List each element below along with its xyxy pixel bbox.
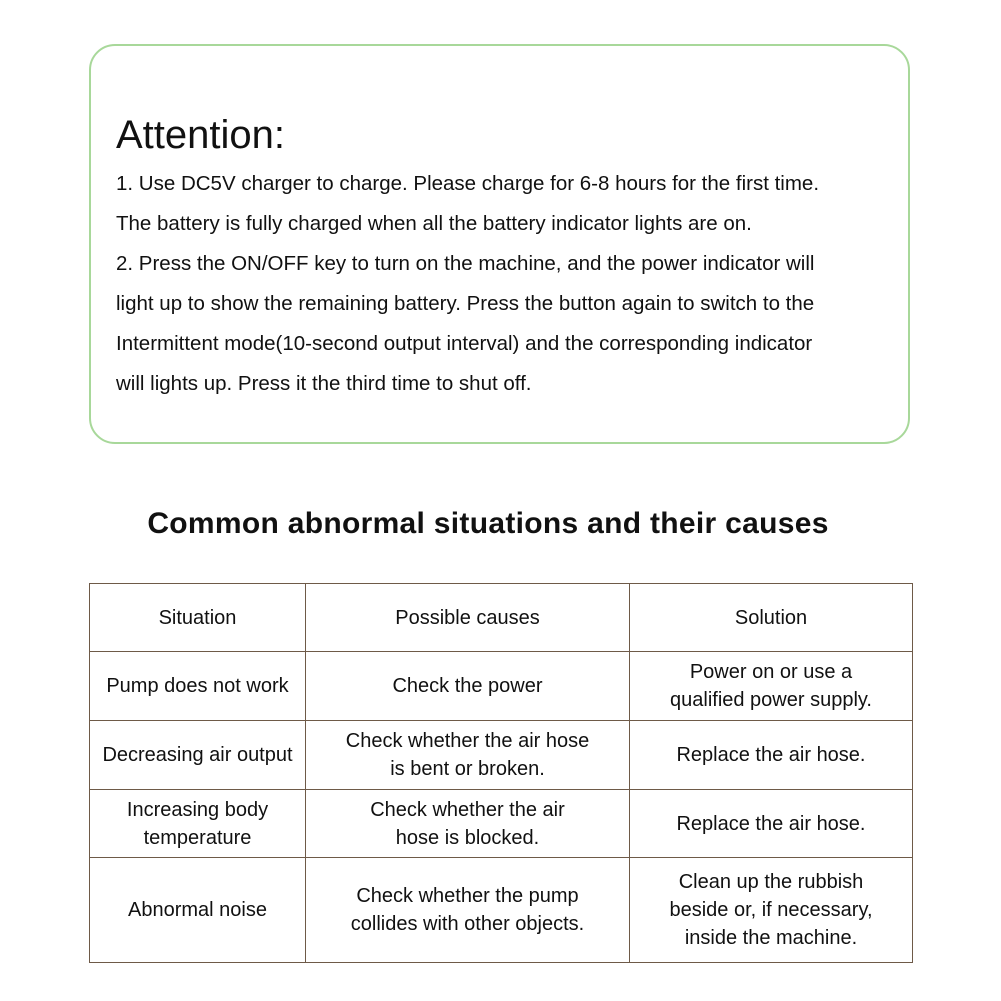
table-row	[90, 858, 913, 963]
cell-line: collides with other objects.	[350, 913, 585, 935]
cell-line: qualified power supply.	[670, 689, 872, 711]
cell-line: Power on or use a	[689, 661, 853, 683]
cell-line: Pump does not work	[106, 675, 289, 697]
table-row	[90, 790, 913, 858]
cell-line: Clean up the rubbish	[678, 871, 864, 893]
attention-line: The battery is fully charged when all the battery indicator lights are on.	[116, 212, 752, 235]
cell-line: Replace the air hose.	[676, 744, 866, 766]
table-row	[90, 652, 913, 721]
header-possible-causes: Possible causes	[306, 584, 630, 652]
situation-cell	[90, 858, 306, 963]
situation-cell	[90, 721, 306, 790]
situation-cell	[90, 652, 306, 721]
header-situation: Situation	[90, 584, 306, 652]
cell-line: Check whether the pump	[356, 885, 579, 907]
table-row	[90, 721, 913, 790]
cause-cell	[306, 858, 630, 963]
solution-cell	[630, 652, 913, 721]
cell-line: inside the machine.	[684, 927, 858, 949]
header-solution: Solution	[630, 584, 913, 652]
cell-line: Check whether the air hose	[345, 730, 590, 752]
cell-line: Replace the air hose.	[676, 812, 866, 835]
attention-line: Intermittent mode(10-second output interval) and the corresponding indicator	[116, 332, 813, 355]
cell-line: Abnormal noise	[128, 899, 267, 921]
solution-cell	[630, 721, 913, 790]
cell-line: Check the power	[392, 675, 543, 697]
cell-line: temperature	[143, 826, 252, 849]
cell-line: Decreasing air output	[102, 744, 293, 766]
attention-line: 1. Use DC5V charger to charge. Please charge for 6-8 hours for the first time.	[116, 172, 820, 195]
situation-cell	[90, 790, 306, 858]
cell-line: Increasing body	[126, 798, 269, 821]
attention-line: 2. Press the ON/OFF key to turn on the machine, and the power indicator will	[116, 252, 815, 275]
cause-cell	[306, 652, 630, 721]
cause-cell	[306, 721, 630, 790]
attention-line: will lights up. Press it the third time to shut off.	[116, 372, 532, 395]
attention-title: Attention:	[116, 113, 286, 157]
section-title: Common abnormal situations and their causes	[147, 507, 829, 540]
cell-line: hose is blocked.	[395, 826, 540, 849]
cause-cell	[306, 790, 630, 858]
solution-cell	[630, 790, 913, 858]
cell-line: Check whether the air	[370, 798, 565, 821]
attention-body	[116, 164, 906, 404]
table-header-row	[90, 584, 913, 652]
solution-cell	[630, 858, 913, 963]
attention-line: light up to show the remaining battery. Press the button again to switch to the	[116, 292, 815, 315]
troubleshooting-table	[89, 583, 913, 963]
cell-line: is bent or broken.	[390, 758, 545, 780]
cell-line: beside or, if necessary,	[669, 899, 873, 921]
